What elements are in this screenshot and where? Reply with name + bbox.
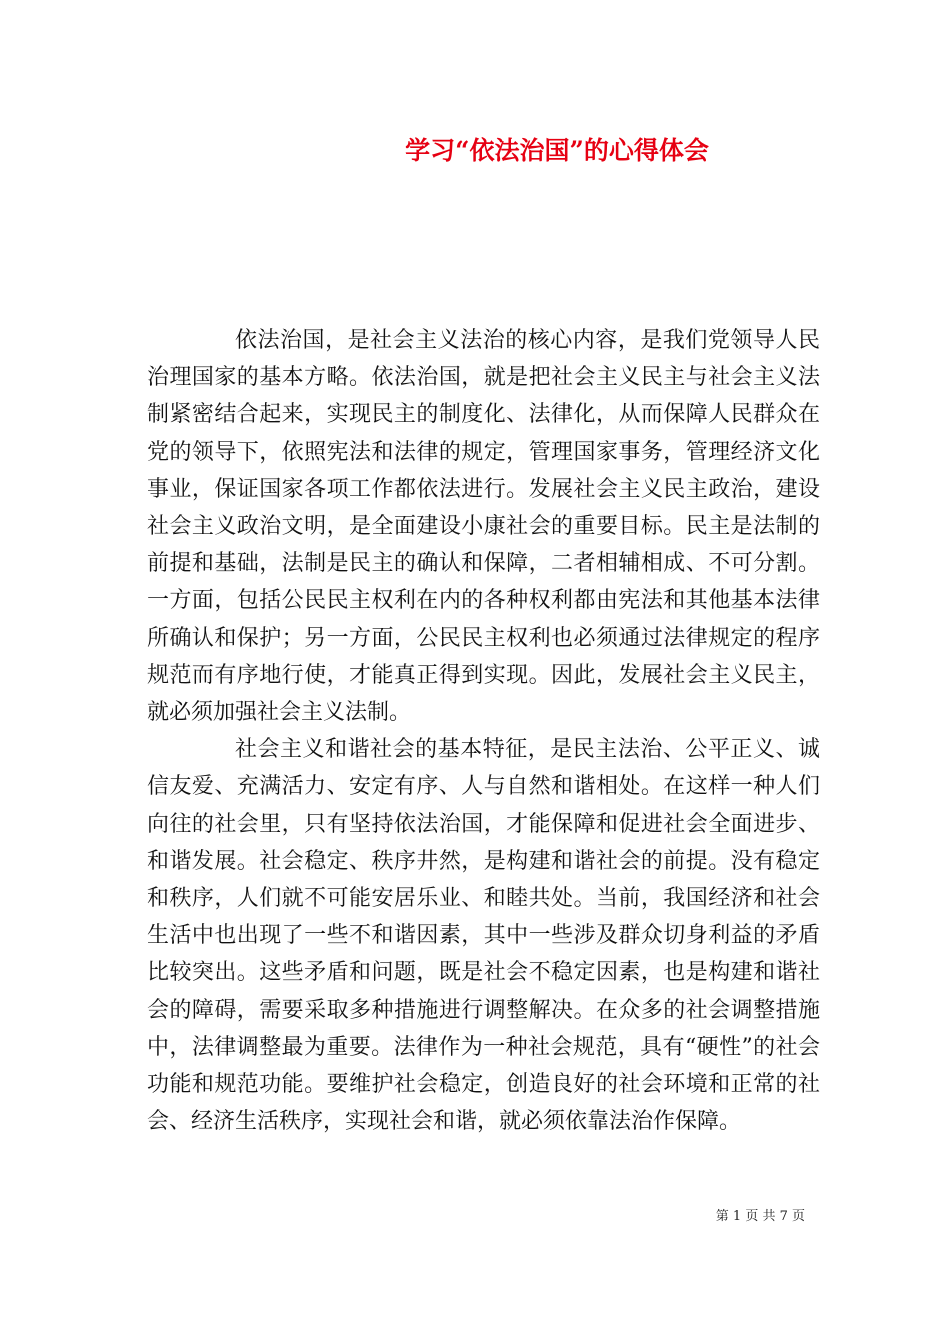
document-body <box>147 322 820 1140</box>
paragraph-2: 社会主义和谐社会的基本特征，是民主法治、公平正义、诚信友爱、充满活力、安定有序、人与自然和谐相处。在这样一种人们向往的社会里，只有坚持依法治国，才能保障和促进社会全面进步、和谐发展。社会稳定、秩序井然，是构建和谐社会的前提。没有稳定和秩序，人们就不可能安居乐业、和睦共处。当前，我国经济和社会生活中也出现了一些不和谐因素，其中一些涉及群众切身利益的矛盾比较突出。这些矛盾和问题，既是社会不稳定因素，也是构建和谐社会的障碍，需要采取多种措施进行调整解决。在众多的社会调整措施中，法律调整最为重要。法律作为一种社会规范，具有“硬性”的社会功能和规范功能。要维护社会稳定，创造良好的社会环境和正常的社会、经济生活秩序，实现社会和谐，就必须依靠法治作保障。 <box>147 737 820 1135</box>
document-title: 学习“依法治国”的心得体会 <box>405 136 709 165</box>
paragraph-1: 依法治国，是社会主义法治的核心内容，是我们党领导人民治理国家的基本方略。依法治国，就是把社会主义民主与社会主义法制紧密结合起来，实现民主的制度化、法律化，从而保障人民群众在党的领导下，依照宪法和法律的规定，管理国家事务，管理经济文化事业，保证国家各项工作都依法进行。发展社会主义民主政治，建设社会主义政治文明，是全面建设小康社会的重要目标。民主是法制的前提和基础，法制是民主的确认和保障，二者相辅相成、不可分割。一方面，包括公民民主权利在内的各种权利都由宪法和其他基本法律所确认和保护；另一方面，公民民主权利也必须通过法律规定的程序规范而有序地行使，才能真正得到实现。因此，发展社会主义民主，就必须加强社会主义法制。 <box>147 328 820 726</box>
page-number-footer: 第 1 页 共 7 页 <box>715 1209 805 1224</box>
